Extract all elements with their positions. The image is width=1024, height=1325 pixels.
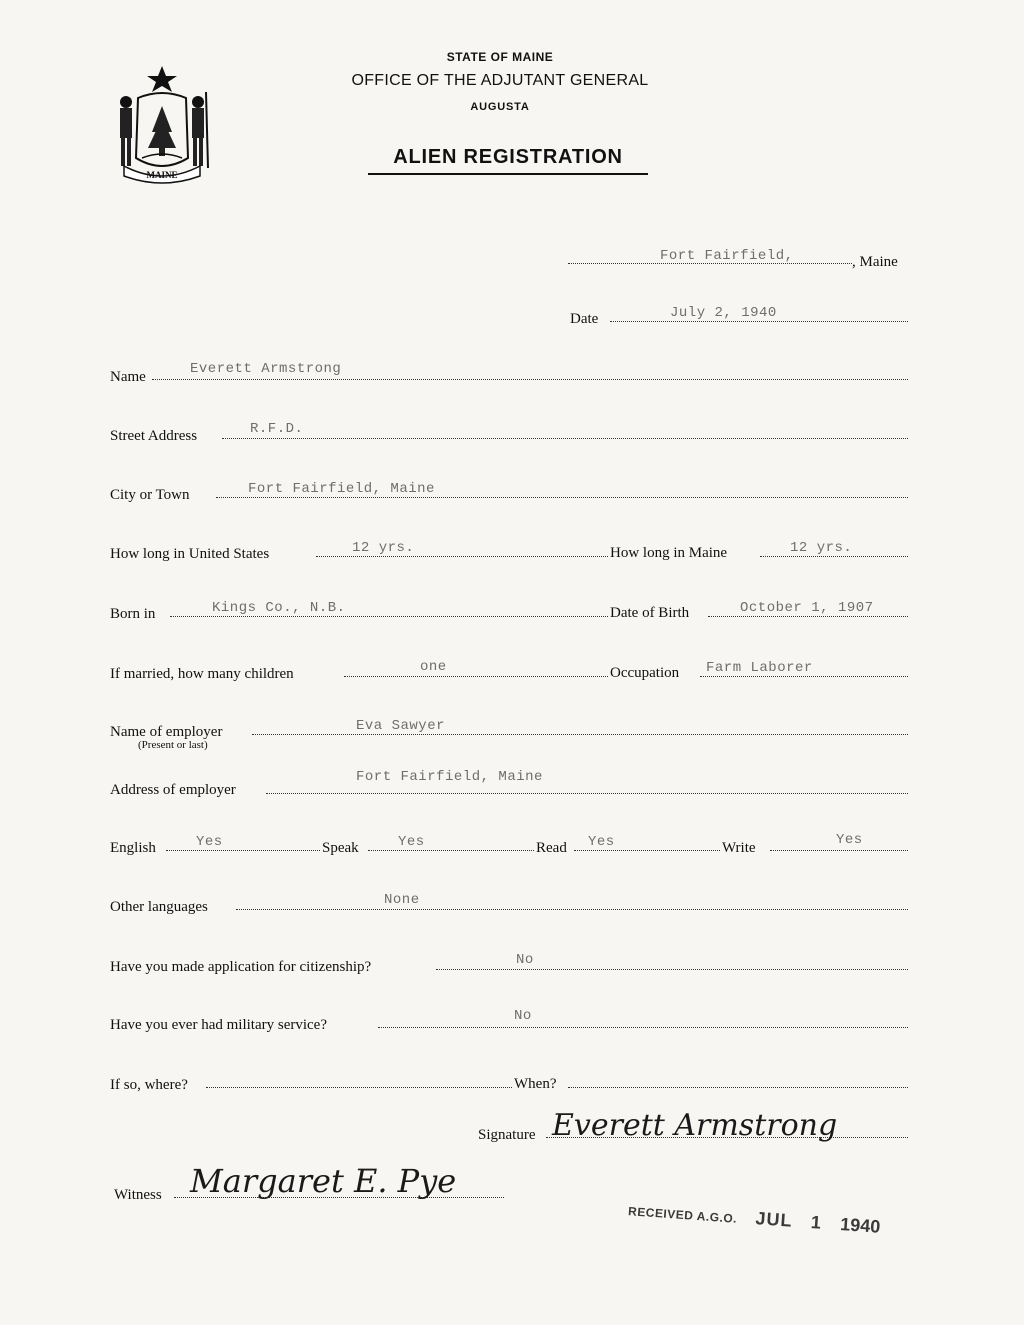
born-label: Born in: [110, 606, 156, 622]
write-value: Yes: [836, 832, 863, 848]
signature-label: Signature: [478, 1127, 536, 1143]
name-value: Everett Armstrong: [190, 361, 342, 377]
children-label: If married, how many children: [110, 666, 294, 682]
stamp-received: RECEIVED A.G.O.: [627, 1204, 738, 1226]
citizenship-value: No: [516, 952, 534, 968]
where-line: [206, 1087, 512, 1088]
speak-line: [368, 850, 534, 851]
employer-sublabel: (Present or last): [138, 739, 208, 751]
english-line: [166, 850, 320, 851]
write-label: Write: [722, 840, 756, 856]
place-value: Fort Fairfield,: [660, 248, 794, 264]
when-label: When?: [514, 1076, 557, 1092]
place-suffix: , Maine: [852, 254, 898, 270]
city-value: Fort Fairfield, Maine: [248, 481, 435, 497]
read-line: [574, 850, 720, 851]
employer-line: [252, 734, 908, 735]
children-line: [344, 676, 608, 677]
citizenship-label: Have you made application for citizenship?: [110, 959, 372, 975]
military-label: Have you ever had military service?: [110, 1017, 327, 1033]
born-value: Kings Co., N.B.: [212, 600, 346, 616]
maine-duration-value: 12 yrs.: [790, 540, 853, 556]
stamp-month: JUL: [754, 1208, 794, 1231]
speak-label: Speak: [322, 840, 359, 856]
city-label: City or Town: [110, 487, 190, 503]
occupation-label: Occupation: [610, 665, 680, 681]
header-office: OFFICE OF THE ADJUTANT GENERAL: [351, 72, 649, 89]
write-line: [770, 850, 908, 851]
date-label: Date: [570, 311, 599, 327]
speak-value: Yes: [398, 834, 425, 850]
other-languages-value: None: [384, 892, 420, 908]
street-value: R.F.D.: [250, 421, 304, 437]
page-title: ALIEN REGISTRATION: [368, 146, 648, 175]
english-value: Yes: [196, 834, 223, 850]
english-label: English: [110, 840, 156, 856]
header-city: AUGUSTA: [470, 101, 530, 113]
witness-label: Witness: [114, 1187, 162, 1203]
military-value: No: [514, 1008, 532, 1024]
stamp-day: 1: [810, 1211, 823, 1233]
when-line: [568, 1087, 908, 1088]
stamp-year: 1940: [839, 1214, 881, 1237]
occupation-value: Farm Laborer: [706, 660, 813, 676]
employer-label: Name of employer: [110, 724, 223, 740]
children-value: one: [420, 659, 447, 675]
dob-value: October 1, 1907: [740, 600, 874, 616]
other-languages-label: Other languages: [110, 899, 208, 915]
employer-value: Eva Sawyer: [356, 718, 446, 734]
occupation-line: [700, 676, 908, 677]
maine-state-seal-icon: [108, 62, 216, 186]
witness-signature: Margaret E. Pye: [190, 1162, 457, 1200]
employer-address-value: Fort Fairfield, Maine: [356, 769, 543, 785]
us-duration-line: [316, 556, 608, 557]
seal-label: MAINE: [146, 170, 178, 180]
citizenship-line: [436, 969, 908, 970]
street-line: [222, 438, 908, 439]
employer-address-label: Address of employer: [110, 782, 236, 798]
other-languages-line: [236, 909, 908, 910]
us-duration-label: How long in United States: [110, 546, 270, 562]
born-line: [170, 616, 608, 617]
employer-address-line: [266, 793, 908, 794]
header-state: STATE OF MAINE: [446, 50, 554, 64]
dob-line: [708, 616, 908, 617]
military-line: [378, 1027, 908, 1028]
date-line: [610, 321, 908, 322]
applicant-signature: Everett Armstrong: [552, 1108, 838, 1143]
received-stamp: [628, 1199, 881, 1238]
name-line: [152, 379, 908, 380]
street-label: Street Address: [110, 428, 198, 444]
read-value: Yes: [588, 834, 615, 850]
name-label: Name: [110, 369, 146, 385]
where-label: If so, where?: [110, 1077, 188, 1093]
read-label: Read: [536, 840, 567, 856]
us-duration-value: 12 yrs.: [352, 540, 415, 556]
dob-label: Date of Birth: [610, 605, 690, 621]
date-value: July 2, 1940: [670, 305, 777, 321]
city-line: [216, 497, 908, 498]
maine-duration-line: [760, 556, 908, 557]
maine-duration-label: How long in Maine: [610, 545, 728, 561]
